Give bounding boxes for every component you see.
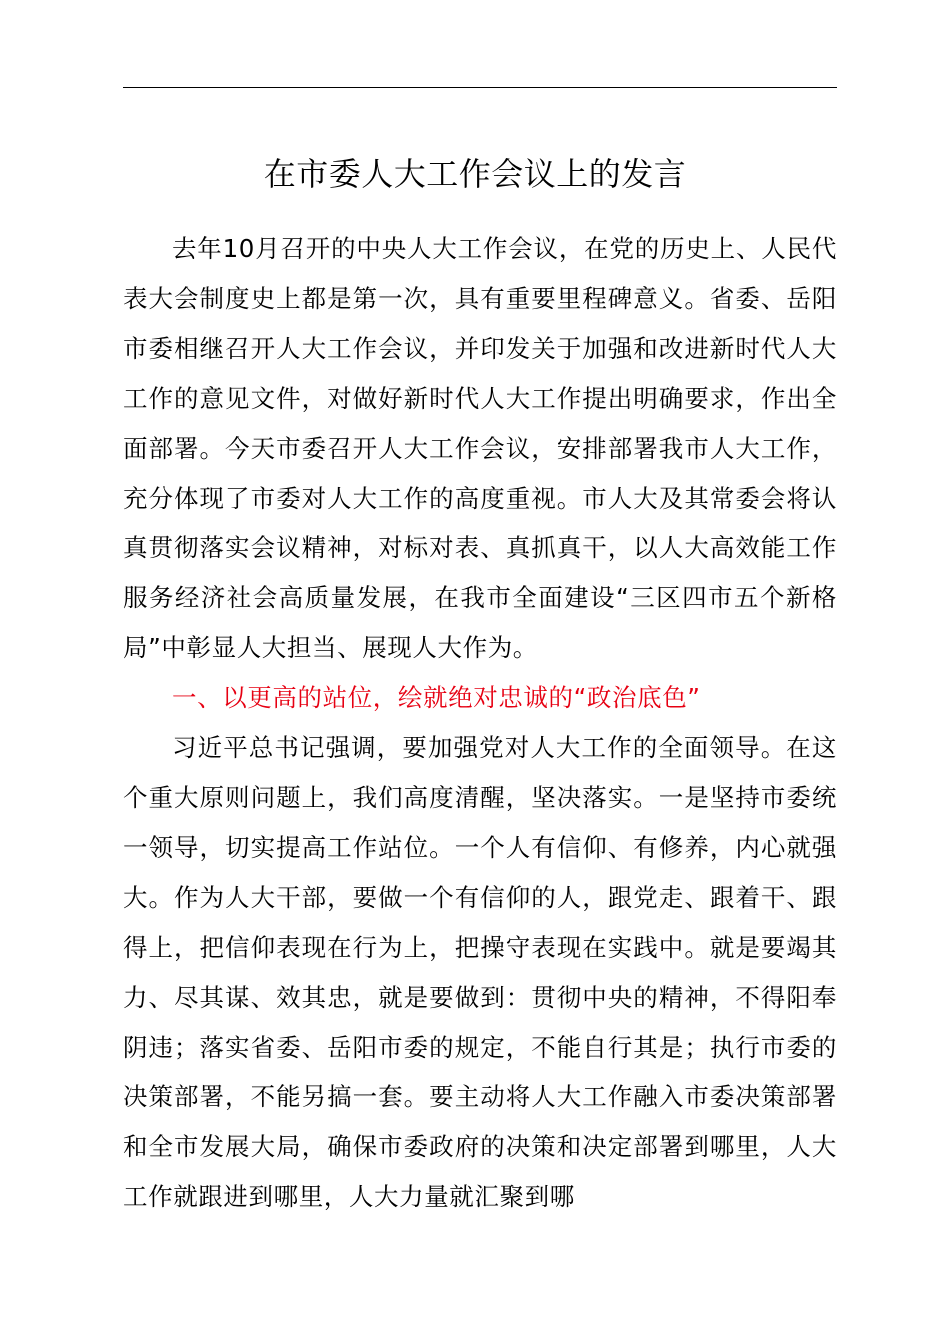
paragraph-intro: 去年10月召开的中央人大工作会议，在党的历史上、人民代表大会制度史上都是第一次，具有重要里程碑意义。省委、岳阳市委相继召开人大工作会议，并印发关于加强和改进新时代人大工作的意见文件，对做好新时代人大工作提出明确要求，作出全面部署。今天市委召开人大工作会议，安排部署我市人大工作，充分体现了市委对人大工作的高度重视。市人大及其常委会将认真贯彻落实会议精神，对标对表、真抓真干，以人大高效能工作服务经济社会高质量发展，在我市全面建设“三区四市五个新格局”中彰显人大担当、展现人大作为。	[123, 234, 837, 663]
document-title: 在市委人大工作会议上的发言	[263, 155, 687, 193]
header-rule	[123, 87, 837, 88]
paragraph-section-1: 习近平总书记强调，要加强党对人大工作的全面领导。在这个重大原则问题上，我们高度清醒，坚决落实。一是坚持市委统一领导，切实提高工作站位。一个人有信仰、有修养，内心就强大。作为人大干部，要做一个有信仰的人，跟党走、跟着干、跟得上，把信仰表现在行为上，把操守表现在实践中。就是要竭其力、尽其谋、效其忠，就是要做到：贯彻中央的精神，不得阳奉阴违；落实省委、岳阳市委的规定，不能自行其是；执行市委的决策部署，不能另搞一套。要主动将人大工作融入市委决策部署和全市发展大局，确保市委政府的决策和决定部署到哪里，人大工作就跟进到哪里，人大力量就汇聚到哪	[123, 733, 837, 1212]
document-body	[123, 224, 837, 1222]
section-heading-1: 一、以更高的站位，绘就绝对忠诚的“政治底色”	[172, 683, 701, 713]
